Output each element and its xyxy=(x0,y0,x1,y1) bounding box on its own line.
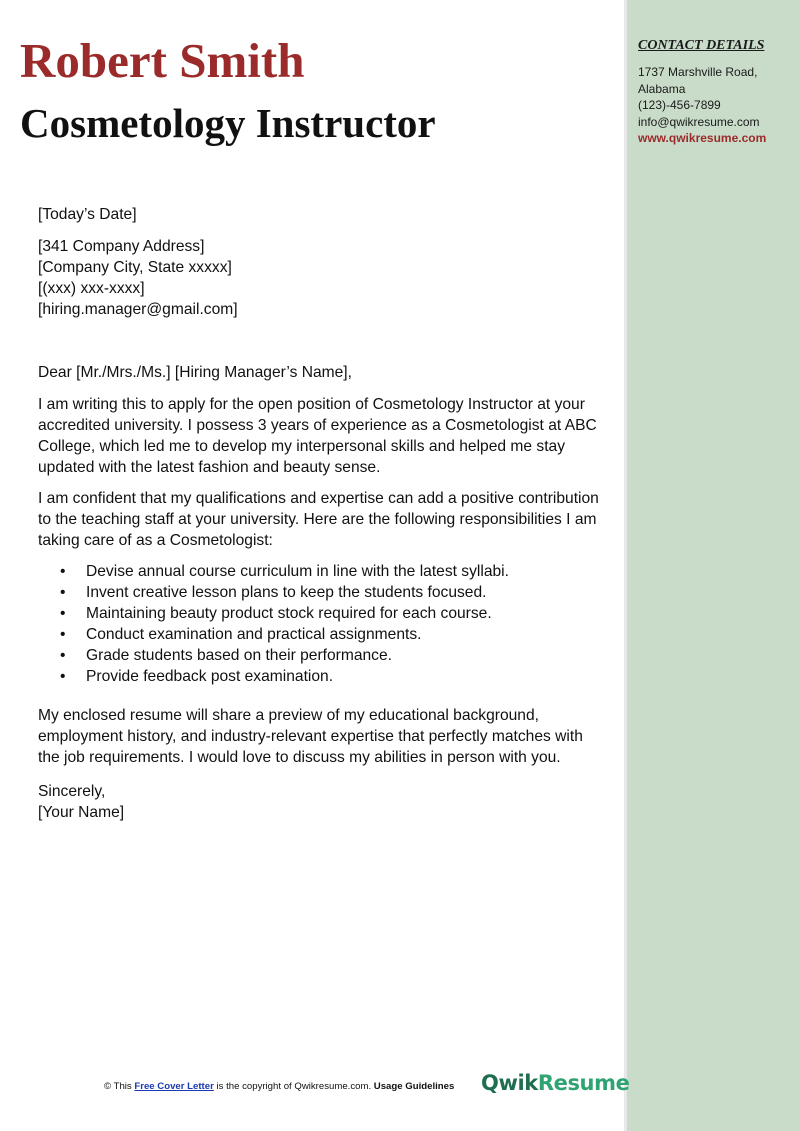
paragraph-qualifications: I am confident that my qualifications and expertise can add a positive contribution to the teaching staff at your university. Here are the following responsibilities I am taking care of as a Cosmetologist: xyxy=(38,490,599,549)
contact-address-line1: 1737 Marshville Road, xyxy=(638,65,758,79)
contact-address-line2: Alabama xyxy=(638,81,686,96)
recipient-block xyxy=(38,236,608,320)
logo-qwik: Qwik xyxy=(481,1071,538,1095)
recipient-email: [hiring.manager@gmail.com] xyxy=(38,301,238,318)
list-item: • Devise annual course curriculum in line with the latest syllabi. xyxy=(38,561,608,582)
paragraph-closing: My enclosed resume will share a preview of my educational background, employment history, and industry-relevant expertise that perfectly matches with the job requirements. I would love to discuss my abilities in person with you. xyxy=(38,707,583,766)
list-item: • Invent creative lesson plans to keep the students focused. xyxy=(38,582,608,603)
recipient-city: [Company City, State xxxxx] xyxy=(38,259,232,276)
qwikresume-logo[interactable] xyxy=(481,1071,629,1095)
signature: [Your Name] xyxy=(38,804,125,821)
contact-website-link[interactable]: www.qwikresume.com xyxy=(638,131,767,145)
recipient-address: [341 Company Address] xyxy=(38,238,205,255)
paragraph-intro: I am writing this to apply for the open position of Cosmetology Instructor at your accredited university. I possess 3 years of experience as a Cosmetologist at ABC College, which led me to develop my interpersonal skills and helped me stay updated with the latest fashion and beauty sense. xyxy=(38,396,597,476)
letter-date: [Today’s Date] xyxy=(38,206,137,223)
contact-heading: CONTACT DETAILS xyxy=(638,38,765,53)
applicant-name: Robert Smith xyxy=(20,33,305,88)
copyright-icon: © xyxy=(104,1081,112,1092)
recipient-phone: [(xxx) xxx-xxxx] xyxy=(38,280,145,297)
responsibilities-list xyxy=(38,561,608,687)
sign-off: Sincerely, xyxy=(38,783,106,800)
usage-guidelines-link[interactable]: Usage Guidelines xyxy=(373,1081,455,1092)
job-title: Cosmetology Instructor xyxy=(20,100,436,146)
free-cover-letter-link[interactable]: Free Cover Letter xyxy=(134,1081,214,1092)
contact-sidebar xyxy=(624,0,800,1131)
contact-email[interactable]: info@qwikresume.com xyxy=(638,114,760,129)
list-item: • Maintaining beauty product stock required for each course. xyxy=(38,603,608,624)
footer-this: This xyxy=(113,1081,132,1092)
salutation: Dear [Mr./Mrs./Ms.] [Hiring Manager’s Name], xyxy=(38,364,352,381)
copyright-footer xyxy=(104,1081,454,1092)
letter-body xyxy=(38,204,608,823)
list-item: • Provide feedback post examination. xyxy=(38,666,608,687)
logo-resume: Resume xyxy=(537,1071,630,1095)
footer-copyright-text: is the copyright of Qwikresume.com. xyxy=(216,1081,372,1092)
contact-phone: (123)-456-7899 xyxy=(638,98,721,112)
list-item: • Conduct examination and practical assignments. xyxy=(38,624,608,645)
list-item: • Grade students based on their performance. xyxy=(38,645,608,666)
